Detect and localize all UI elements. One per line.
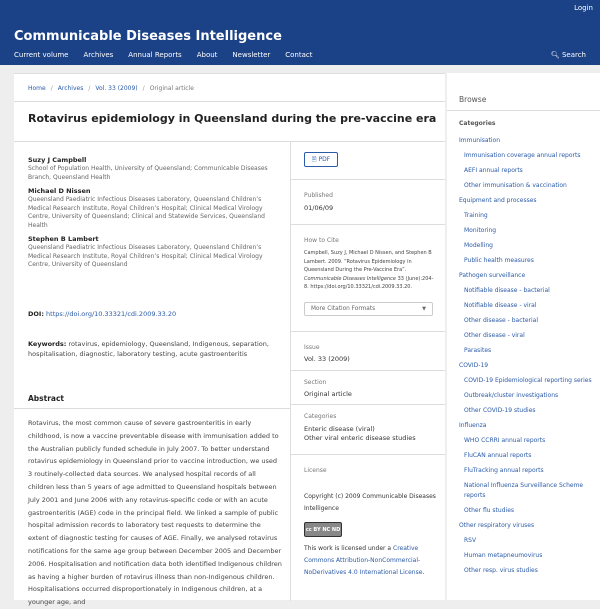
sidebar-category-link[interactable]: Equipment and processes: [459, 197, 537, 204]
citation-main: Campbell, Suzy J, Michael D Nissen, and Stephen B Lambert. 2009. “Rotavirus Epidemiology in Queensland During the Pre-Vaccine Era”.: [304, 250, 432, 273]
sidebar-subcategory-link[interactable]: FluTracking annual reports: [464, 467, 544, 474]
pdf-download-button[interactable]: [304, 152, 338, 167]
site-title[interactable]: Communicable Diseases Intelligence: [14, 29, 282, 44]
search-button[interactable]: [551, 51, 586, 59]
author-affiliation: School of Population Health, University of Queensland; Communicable Diseases Branch, Queensland Health: [28, 165, 268, 181]
divider: [14, 408, 290, 409]
issue-link[interactable]: Vol. 33 (2009): [304, 355, 350, 363]
sidebar-subcategory-link[interactable]: Other COVID-19 studies: [464, 407, 536, 414]
sidebar-category-list: [459, 136, 594, 581]
pdf-label: PDF: [318, 156, 331, 163]
author-name: Michael D Nissen: [28, 187, 91, 195]
divider: [14, 101, 445, 102]
sidebar-subcategory-link[interactable]: Modelling: [464, 242, 493, 249]
sidebar-subcategory-link[interactable]: Other immunisation & vaccination: [464, 182, 567, 189]
divider: [290, 224, 445, 225]
sidebar-subcategory-link[interactable]: Monitoring: [464, 227, 497, 234]
author-name: Stephen B Lambert: [28, 235, 99, 243]
author-name: Suzy J Campbell: [28, 156, 87, 164]
doi: [28, 310, 176, 318]
site-header: [0, 0, 600, 65]
author-affiliation: Queensland Paediatric Infectious Diseases Laboratory, Queensland Children’s Medical Research Institute, Royal Children’s Hospital; Clinical Medical Virology Centre, University of Queensland: [28, 244, 263, 268]
author: [28, 156, 283, 182]
author: [28, 235, 283, 270]
divider: [290, 331, 445, 332]
citation-formats-dropdown[interactable]: [304, 302, 433, 316]
abstract-text: Rotavirus, the most common cause of severe gastroenteritis in early childhood, is now a vaccine preventable disease with immunisation added to the Australian publicly funded schedule in July 2007. To better understand rotavirus epidemiology in Queensland prior to vaccine introduction, we used 3 routinely-collected data sources. We analysed hospital records of all children less than 5 years of age admitted to Queensland hospitals between July 2001 and June 2006 with any rotavirus-specific code or with an acute gastroenteritis (AGE) code in the principal field. We linked a sample of public hospital admission records to laboratory test requests to determine the extent of diagnostic testing for causes of AGE. Finally, we analysed rotavirus notifications for the same age group between December 2005 and December 2006. Hospitalisation and notification data both identified Indigenous children as having a higher burden of rotavirus illness than non-Indigenous children. Hospitalisations occurred disproportionately in Indigenous children, at a younger age, and: [28, 419, 282, 607]
sidebar-subcategory-link[interactable]: Outbreak/cluster investigations: [464, 392, 559, 399]
doi-label: DOI:: [28, 310, 44, 318]
published-label: Published: [304, 192, 333, 199]
issue-label: Issue: [304, 344, 320, 351]
category-link[interactable]: Enteric disease (viral): [304, 425, 375, 433]
column-divider: [290, 141, 291, 601]
nav-archives[interactable]: Archives: [83, 51, 114, 59]
license-link[interactable]: Creative Commons Attribution-NonCommercial-NoDerivatives 4.0 International License: [304, 545, 423, 576]
sidebar-subcategory-link[interactable]: Training: [464, 212, 488, 219]
citation-journal: Communicable Diseases Intelligence: [304, 275, 397, 282]
sidebar-category-link[interactable]: Pathogen surveillance: [459, 272, 526, 279]
section-value: Original article: [304, 390, 352, 398]
nav-annual-reports[interactable]: Annual Reports: [128, 51, 182, 59]
sidebar-subcategory-link[interactable]: Notifiable disease - viral: [464, 302, 537, 309]
breadcrumb: Home / Archives / Vol. 33 (2009) / Original article: [28, 85, 194, 92]
license-label: License: [304, 467, 327, 474]
sidebar-subcategory-link[interactable]: WHO CCRRI annual reports: [464, 437, 546, 444]
section-label: Section: [304, 379, 327, 386]
author-affiliation: Queensland Paediatric Infectious Diseases Laboratory, Queensland Children’s Medical Research Institute, Royal Children’s Hospital; Clinical Medical Virology Centre, University of Queensland; Clinical and Statewide Services, Queensland Health: [28, 196, 265, 229]
sidebar-subcategory-link[interactable]: Parasites: [464, 347, 492, 354]
nav-current-volume[interactable]: Current volume: [14, 51, 69, 59]
search-label: Search: [561, 51, 586, 59]
divider: [290, 179, 445, 180]
sidebar-categories-heading: Categories: [459, 120, 496, 127]
citation-tail: 33 (June):204-8. https://doi.org/10.33321/cdi.2009.33.20.: [304, 275, 434, 290]
chevron-down-icon: ▼: [422, 306, 426, 312]
divider: [14, 141, 445, 142]
nav-newsletter[interactable]: Newsletter: [232, 51, 271, 59]
sidebar-subcategory-link[interactable]: RSV: [464, 537, 477, 544]
breadcrumb-issue[interactable]: Vol. 33 (2009): [95, 85, 138, 92]
login-link[interactable]: Login: [574, 4, 593, 12]
nav-contact[interactable]: Contact: [285, 51, 313, 59]
breadcrumb-home[interactable]: Home: [28, 85, 46, 92]
author: [28, 187, 283, 230]
license-text: [304, 543, 438, 579]
sidebar-subcategory-link[interactable]: Immunisation coverage annual reports: [464, 152, 581, 159]
keywords-value: rotavirus, epidemiology, Queensland, Indigenous, separation, hospitalisation, diagnostic, laboratory testing, acute gastroenteritis: [28, 340, 269, 358]
page-title: Rotavirus epidemiology in Queensland during the pre-vaccine era: [28, 112, 437, 125]
main-nav: [14, 51, 328, 59]
sidebar-subcategory-link[interactable]: Other resp. virus studies: [464, 567, 538, 574]
sidebar-subcategory-link[interactable]: Other disease - viral: [464, 332, 525, 339]
doi-link[interactable]: https://doi.org/10.33321/cdi.2009.33.20: [46, 310, 177, 318]
sidebar-category-link[interactable]: Immunisation: [459, 137, 501, 144]
cite-label: How to Cite: [304, 237, 339, 244]
sidebar-subcategory-link[interactable]: Other disease - bacterial: [464, 317, 539, 324]
sidebar: [447, 73, 600, 600]
copyright-text: Copyright (c) 2009 Communicable Diseases Intelligence: [304, 493, 436, 512]
breadcrumb-current: Original article: [149, 85, 194, 92]
license-post: .: [422, 569, 425, 576]
keywords: [28, 339, 283, 359]
categories-label: Categories: [304, 413, 337, 420]
keywords-label: Keywords:: [28, 340, 67, 348]
sidebar-category-link[interactable]: Other respiratory viruses: [459, 522, 535, 529]
sidebar-category-link[interactable]: COVID-19: [459, 362, 489, 369]
sidebar-category-link[interactable]: Influenza: [459, 422, 487, 429]
nav-about[interactable]: About: [196, 51, 218, 59]
sidebar-subcategory-link[interactable]: FluCAN annual reports: [464, 452, 532, 459]
cc-license-badge[interactable]: cc BY NC ND: [304, 522, 342, 537]
category-link[interactable]: Other viral enteric disease studies: [304, 434, 416, 442]
article-panel: [14, 73, 445, 607]
sidebar-subcategory-link[interactable]: Public health measures: [464, 257, 534, 264]
abstract-heading: Abstract: [28, 394, 65, 403]
citation-text: [304, 249, 438, 292]
divider: [290, 454, 445, 455]
sidebar-browse-heading: Browse: [459, 95, 487, 104]
sidebar-subcategory-link[interactable]: National Influenza Surveillance Scheme reports: [464, 482, 584, 499]
sidebar-subcategory-link[interactable]: Human metapneumovirus: [464, 552, 543, 559]
search-icon: 🔍︎: [550, 51, 560, 59]
license-pre: This work is licensed under a: [304, 545, 394, 552]
divider: [290, 404, 445, 405]
authors-list: [28, 156, 283, 275]
sidebar-subcategory-link[interactable]: Other flu studies: [464, 507, 515, 514]
citation-formats-label: More Citation Formats: [311, 306, 376, 312]
file-icon: 🗎︎: [311, 155, 317, 163]
sidebar-subcategory-link[interactable]: AEFI annual reports: [464, 167, 523, 174]
breadcrumb-archives[interactable]: Archives: [57, 85, 84, 92]
published-date: 01/06/09: [304, 204, 334, 212]
divider: [447, 110, 600, 111]
sidebar-subcategory-link[interactable]: Notifiable disease - bacterial: [464, 287, 550, 294]
sidebar-subcategory-link[interactable]: COVID-19 Epidemiological reporting series: [464, 377, 592, 384]
divider: [290, 370, 445, 371]
